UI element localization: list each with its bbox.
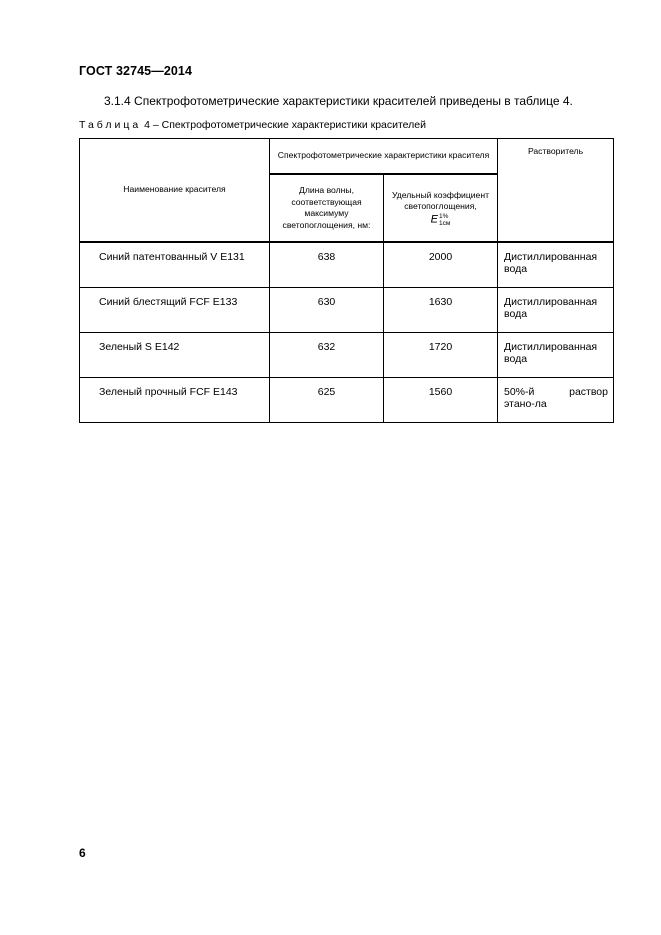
header-coefficient-text: Удельный коэффициент светопоглощения, — [391, 189, 490, 211]
header-dye-name: Наименование красителя — [80, 139, 270, 243]
cell-coefficient: 1720 — [384, 333, 498, 378]
cell-dye-name: Зеленый прочный FCF E143 — [80, 378, 270, 423]
table-caption — [79, 119, 426, 131]
cell-coefficient: 2000 — [384, 242, 498, 288]
table-caption-number: 4 — [144, 119, 150, 131]
header-coefficient — [384, 174, 498, 242]
cell-solvent: 50%-й раствор этано-ла — [498, 378, 614, 423]
cell-dye-name: Синий патентованный V E131 — [80, 242, 270, 288]
coefficient-superscript: 1% — [439, 212, 449, 220]
cell-dye-name: Синий блестящий FCF E133 — [80, 288, 270, 333]
table-caption-title: – Спектрофотометрические характеристики красителей — [152, 119, 427, 131]
table-row — [80, 378, 614, 423]
header-solvent: Растворитель — [498, 139, 614, 243]
cell-wavelength: 632 — [270, 333, 384, 378]
page-number: 6 — [79, 846, 86, 860]
table-row — [80, 333, 614, 378]
cell-solvent: Дистиллированная вода — [498, 242, 614, 288]
cell-wavelength: 625 — [270, 378, 384, 423]
header-spectro-group: Спектрофотометрические характеристики красителя — [270, 139, 498, 175]
cell-dye-name: Зеленый S E142 — [80, 333, 270, 378]
cell-wavelength: 638 — [270, 242, 384, 288]
spectro-table — [79, 138, 614, 423]
table-row — [80, 242, 614, 288]
cell-coefficient: 1560 — [384, 378, 498, 423]
table-row — [80, 288, 614, 333]
header-wavelength: Длина волны, соответствующая максимуму светопоглощения, нм: — [270, 174, 384, 242]
cell-wavelength: 630 — [270, 288, 384, 333]
intro-paragraph: 3.1.4 Спектрофотометрические характеристики красителей приведены в таблице 4. — [104, 94, 573, 108]
coefficient-subscript: 1см — [439, 219, 451, 227]
cell-solvent: Дистиллированная вода — [498, 288, 614, 333]
cell-solvent: Дистиллированная вода — [498, 333, 614, 378]
header-coefficient-formula — [390, 213, 491, 227]
table-caption-label: Таблица — [79, 119, 142, 131]
document-header: ГОСТ 32745—2014 — [79, 64, 193, 78]
cell-coefficient: 1630 — [384, 288, 498, 333]
coefficient-symbol: E — [430, 212, 438, 225]
